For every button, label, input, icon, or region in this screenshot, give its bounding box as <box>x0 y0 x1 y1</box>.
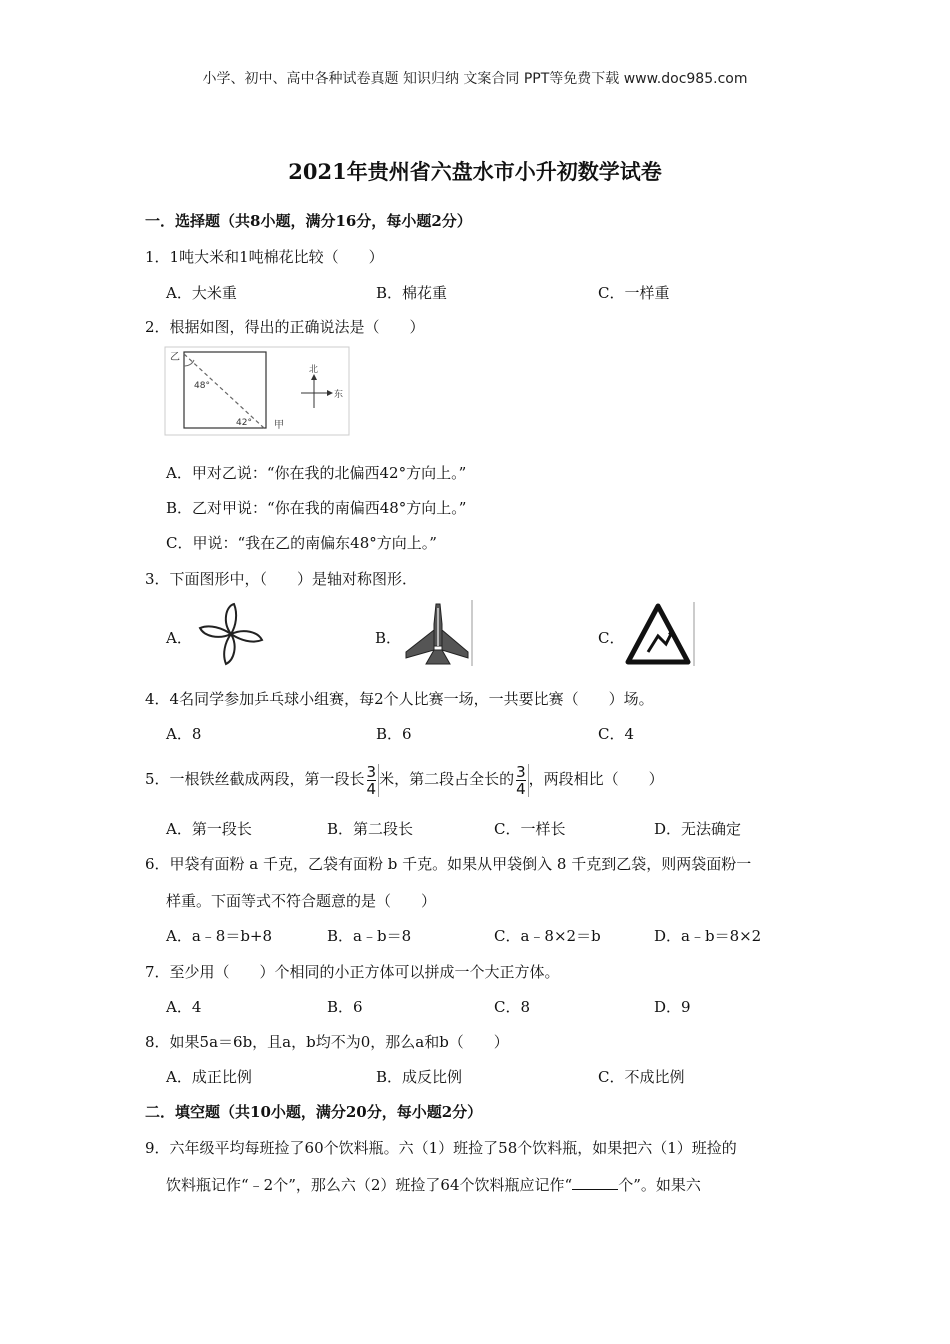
q8-option-a: A．成正比例 <box>166 1068 252 1086</box>
q2-option-c: C．甲说：“我在乙的南偏东48°方向上。” <box>166 534 437 552</box>
fraction-denominator: 4 <box>366 779 377 798</box>
question-9-line-1: 9．六年级平均每班捡了60个饮料瓶。六（1）班捡了58个饮料瓶，如果把六（1）班捡的 <box>145 1139 737 1157</box>
q5-text-part1: 5．一根铁丝截成两段，第一段长 <box>145 770 365 788</box>
q7-option-c: C．8 <box>494 998 531 1016</box>
question-5 <box>145 757 664 801</box>
q4-option-c: C．4 <box>598 725 635 743</box>
q2-label-jia: 甲 <box>274 420 284 431</box>
fraction-3-4-first <box>365 764 380 797</box>
page-title: 2021年贵州省六盘水市小升初数学试卷 <box>288 159 662 184</box>
pinwheel-flower-icon <box>192 600 270 668</box>
fraction-3-4-second <box>514 764 529 797</box>
fraction-numerator: 3 <box>366 762 377 781</box>
q8-option-b: B．成反比例 <box>376 1068 463 1086</box>
section-heading-choice: 一．选择题（共8小题，满分16分，每小题2分） <box>145 212 472 230</box>
question-6-line-2: 样重。下面等式不符合题意的是（ ） <box>166 892 437 910</box>
q4-option-a: A．8 <box>166 725 202 743</box>
section-heading-fill: 二．填空题（共10小题，满分20分，每小题2分） <box>145 1103 483 1121</box>
q6-option-d: D．a﹣b＝8×2 <box>654 927 762 945</box>
q5-text-part3: ，两段相比（ ） <box>528 770 664 788</box>
q3-option-c: C． <box>598 629 625 647</box>
q2-label-east: 东 <box>334 390 344 400</box>
q2-label-48: 48° <box>194 381 210 391</box>
q3-option-b: B． <box>375 629 402 647</box>
q6-option-a: A．a﹣8＝b+8 <box>166 927 273 945</box>
jet-plane-icon <box>402 600 474 668</box>
q1-option-c: C．一样重 <box>598 284 670 302</box>
question-1: 1．1吨大米和1吨棉花比较（ ） <box>145 248 384 266</box>
fraction-denominator: 4 <box>516 779 526 798</box>
q5-option-d: D．无法确定 <box>654 820 742 838</box>
q9-text-before-blank: 饮料瓶记作“﹣2个”，那么六（2）班捡了64个饮料瓶应记作“ <box>166 1176 573 1194</box>
answer-blank[interactable] <box>572 1175 618 1190</box>
q2-label-north: 北 <box>309 365 319 375</box>
q5-text-part2: 米，第二段占全长的 <box>379 770 515 788</box>
q7-option-d: D．9 <box>654 998 691 1016</box>
q1-option-b: B．棉花重 <box>376 284 448 302</box>
east-arrow-icon <box>327 390 333 396</box>
q2-direction-figure <box>164 346 350 436</box>
q9-text-after-blank: 个”。如果六 <box>618 1176 701 1194</box>
warning-sign-icon <box>624 602 696 668</box>
q8-option-c: C．不成比例 <box>598 1068 685 1086</box>
question-4: 4．4名同学参加乒乓球小组赛，每2个人比赛一场，一共要比赛（ ）场。 <box>145 690 654 708</box>
question-7: 7．至少用（ ）个相同的小正方体可以拼成一个大正方体。 <box>145 963 560 981</box>
fraction-numerator: 3 <box>516 762 526 781</box>
q2-label-42: 42° <box>236 418 252 428</box>
q5-option-c: C．一样长 <box>494 820 566 838</box>
q2-option-b: B．乙对甲说：“你在我的南偏西48°方向上。” <box>166 499 467 517</box>
q2-option-a: A．甲对乙说：“你在我的北偏西42°方向上。” <box>166 464 467 482</box>
q7-option-b: B．6 <box>327 998 363 1016</box>
q5-option-a: A．第一段长 <box>166 820 252 838</box>
q7-option-a: A．4 <box>166 998 202 1016</box>
q6-option-b: B．a﹣b＝8 <box>327 927 412 945</box>
q5-option-b: B．第二段长 <box>327 820 414 838</box>
q6-option-c: C．a﹣8×2＝b <box>494 927 601 945</box>
question-8: 8．如果5a＝6b，且a，b均不为0，那么a和b（ ） <box>145 1033 509 1051</box>
question-3: 3．下面图形中，（ ）是轴对称图形． <box>145 570 418 588</box>
question-6-line-1: 6．甲袋有面粉 a 千克，乙袋有面粉 b 千克。如果从甲袋倒入 8 千克到乙袋，则两袋面粉一 <box>145 855 752 873</box>
q2-label-yi: 乙 <box>170 352 180 363</box>
q1-option-a: A．大米重 <box>166 284 237 302</box>
q4-option-b: B．6 <box>376 725 412 743</box>
question-2: 2．根据如图，得出的正确说法是（ ） <box>145 318 425 336</box>
q3-option-a: A． <box>166 629 192 647</box>
page-header: 小学、初中、高中各种试卷真题 知识归纳 文案合同 PPT等免费下载 www.doc985.com <box>202 71 748 87</box>
question-9-line-2 <box>166 1174 701 1195</box>
